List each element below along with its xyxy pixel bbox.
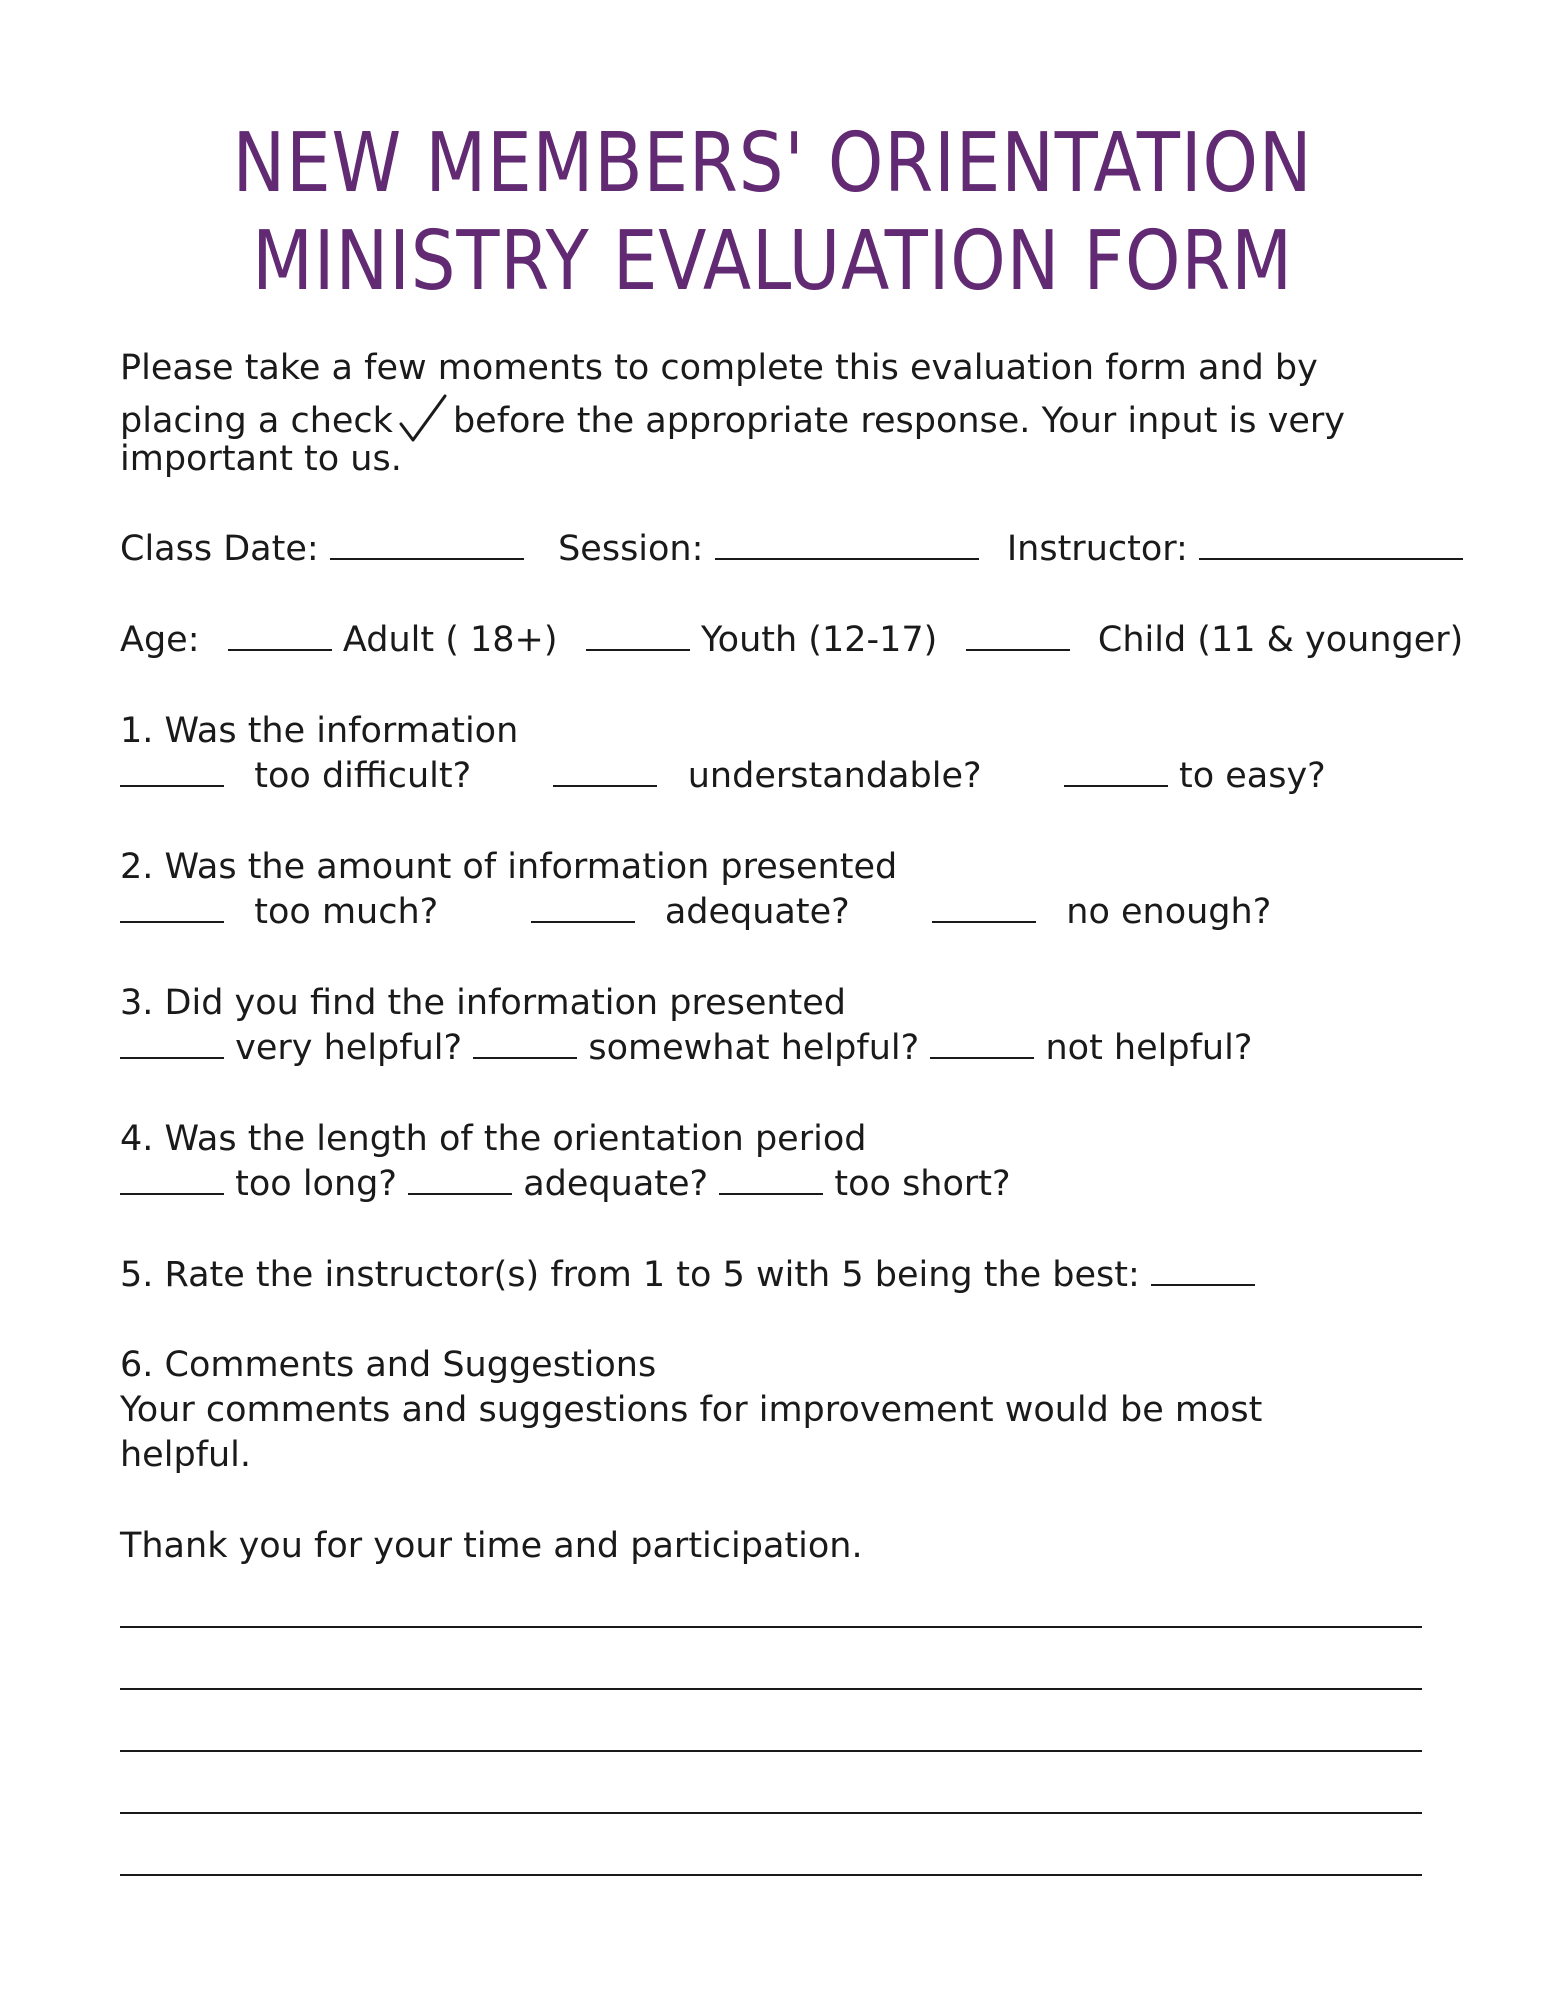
q3-option-3-blank[interactable] bbox=[930, 1027, 1034, 1059]
checkmark-icon bbox=[397, 392, 449, 446]
q4-option-3-label: too short? bbox=[834, 1164, 1011, 1204]
question-6-text: 6. Comments and Suggestions bbox=[120, 1345, 657, 1385]
form-title-line-1: NEW MEMBERS' ORIENTATION bbox=[232, 116, 1313, 211]
comment-line[interactable] bbox=[120, 1750, 1422, 1752]
question-6-line-2: Your comments and suggestions for improvement would be most bbox=[120, 1390, 1263, 1430]
q2-option-2-label: adequate? bbox=[664, 892, 850, 932]
q1-option-2-label: understandable? bbox=[687, 756, 982, 796]
comment-line[interactable] bbox=[120, 1626, 1422, 1628]
session-label: Session: bbox=[558, 529, 704, 569]
q1-option-2-blank[interactable] bbox=[553, 755, 657, 787]
comment-line[interactable] bbox=[120, 1812, 1422, 1814]
form-title-line-2: MINISTRY EVALUATION FORM bbox=[252, 214, 1293, 309]
question-3-text: 3. Did you find the information presented bbox=[120, 983, 847, 1023]
question-6-line-3: helpful. bbox=[120, 1435, 252, 1475]
age-adult-blank[interactable] bbox=[228, 619, 332, 651]
question-2-options bbox=[120, 890, 1271, 935]
question-5-text: 5. Rate the instructor(s) from 1 to 5 with 5 being the best: bbox=[120, 1255, 1140, 1295]
q4-option-1-label: too long? bbox=[235, 1164, 397, 1204]
q4-option-2-blank[interactable] bbox=[408, 1163, 512, 1195]
q1-option-3-label: to easy? bbox=[1178, 756, 1326, 796]
question-1-text: 1. Was the information bbox=[120, 711, 519, 751]
class-date-label: Class Date: bbox=[120, 529, 319, 569]
instructor-label: Instructor: bbox=[1006, 529, 1188, 569]
intro-line-2-after: before the appropriate response. Your input is very bbox=[452, 401, 1345, 441]
question-4-options bbox=[120, 1162, 1011, 1207]
question-3-options bbox=[120, 1026, 1252, 1071]
intro-line-2-before: placing a check bbox=[120, 401, 393, 441]
q3-option-3-label: not helpful? bbox=[1045, 1028, 1253, 1068]
question-2-text: 2. Was the amount of information presented bbox=[120, 847, 898, 887]
q2-option-1-blank[interactable] bbox=[120, 891, 224, 923]
session-field[interactable] bbox=[715, 528, 979, 560]
instructor-field[interactable] bbox=[1199, 528, 1463, 560]
intro-line-1: Please take a few moments to complete this evaluation form and by bbox=[120, 348, 1318, 388]
age-label: Age: bbox=[120, 620, 200, 660]
q2-option-3-label: no enough? bbox=[1066, 892, 1272, 932]
age-youth-blank[interactable] bbox=[586, 619, 690, 651]
q2-option-2-blank[interactable] bbox=[531, 891, 635, 923]
q3-option-1-blank[interactable] bbox=[120, 1027, 224, 1059]
class-date-field[interactable] bbox=[330, 528, 524, 560]
age-youth-label: Youth (12-17) bbox=[700, 620, 938, 660]
q4-option-2-label: adequate? bbox=[523, 1164, 709, 1204]
closing-text: Thank you for your time and participation. bbox=[120, 1526, 863, 1566]
q3-option-2-blank[interactable] bbox=[473, 1027, 577, 1059]
age-row bbox=[120, 618, 1463, 663]
comment-line[interactable] bbox=[120, 1688, 1422, 1690]
age-child-blank[interactable] bbox=[966, 619, 1070, 651]
q3-option-1-label: very helpful? bbox=[235, 1028, 463, 1068]
age-adult-label: Adult ( 18+) bbox=[342, 620, 558, 660]
q2-option-3-blank[interactable] bbox=[932, 891, 1036, 923]
q1-option-1-blank[interactable] bbox=[120, 755, 224, 787]
q4-option-1-blank[interactable] bbox=[120, 1163, 224, 1195]
question-1-options bbox=[120, 754, 1326, 799]
age-child-label: Child (11 & younger) bbox=[1097, 620, 1464, 660]
instructor-rating-blank[interactable] bbox=[1151, 1254, 1255, 1286]
class-info-row bbox=[120, 527, 1463, 572]
q1-option-1-label: too difficult? bbox=[254, 756, 472, 796]
q2-option-1-label: too much? bbox=[254, 892, 439, 932]
question-5-row bbox=[120, 1253, 1255, 1298]
intro-line-3: important to us. bbox=[120, 439, 402, 479]
q1-option-3-blank[interactable] bbox=[1064, 755, 1168, 787]
q3-option-2-label: somewhat helpful? bbox=[588, 1028, 920, 1068]
question-4-text: 4. Was the length of the orientation period bbox=[120, 1119, 867, 1159]
q4-option-3-blank[interactable] bbox=[719, 1163, 823, 1195]
comment-line[interactable] bbox=[120, 1874, 1422, 1876]
